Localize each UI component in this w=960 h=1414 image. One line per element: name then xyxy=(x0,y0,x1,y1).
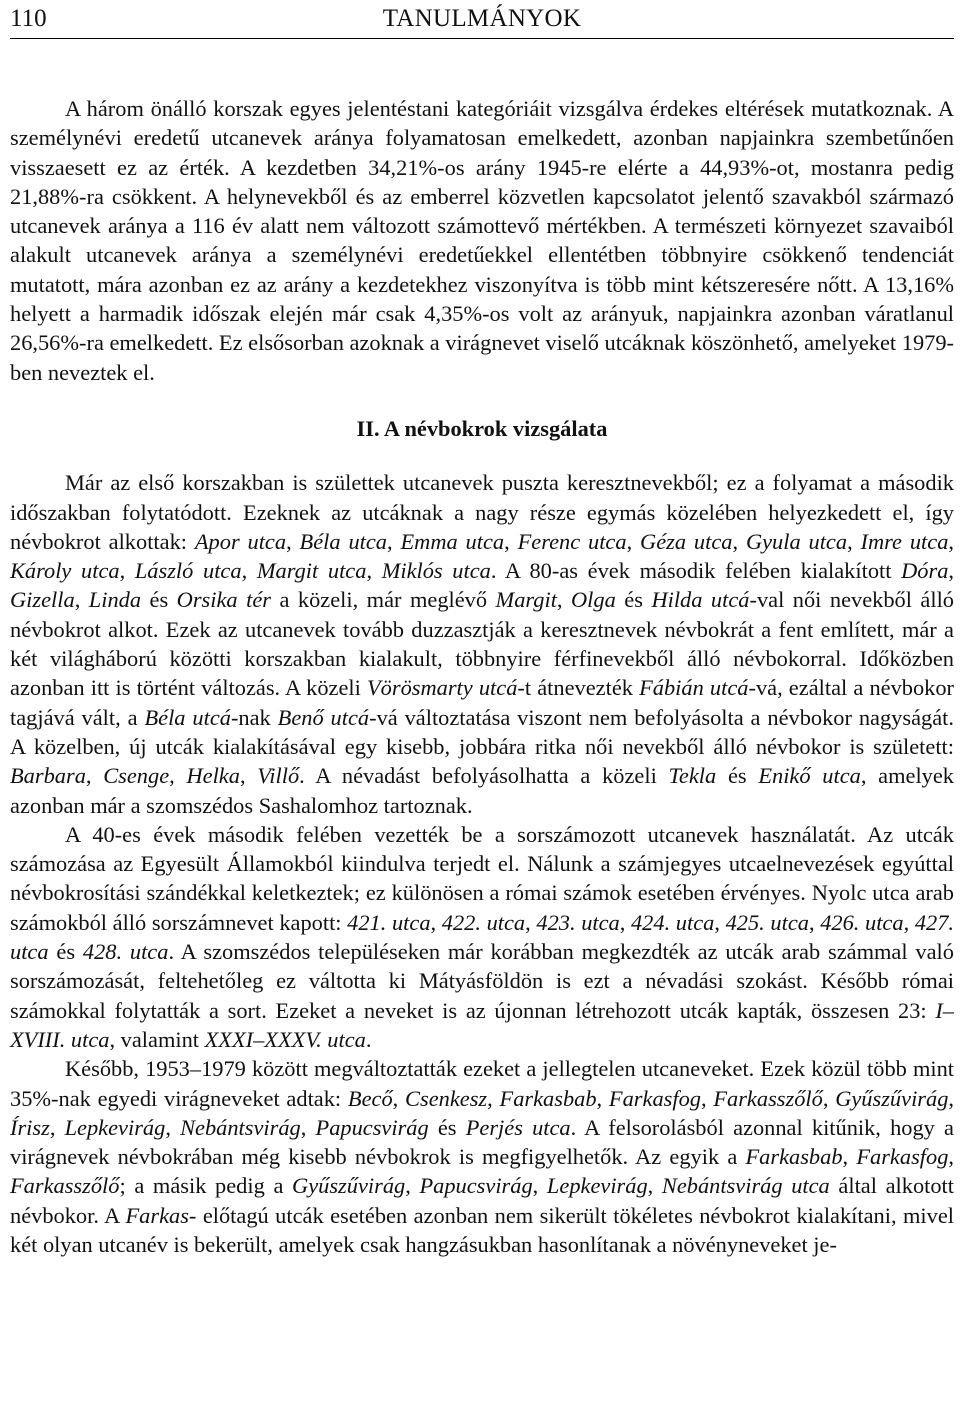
text-run: , xyxy=(903,909,915,935)
text-run: , xyxy=(392,1085,406,1111)
italic-run: Miklós utca xyxy=(381,558,491,584)
italic-run: Perjés utca xyxy=(465,1114,571,1140)
text-run: -vá, ezáltal a névbokor tagjává vált, a xyxy=(10,675,955,730)
text-run: és xyxy=(428,1114,466,1140)
text-run: , xyxy=(619,909,631,935)
italic-run: Margit xyxy=(495,587,557,613)
text-run: A 40-es évek második felében vezették be a sorszámozott utcanevek használatát. Az utcák számozása az Egyesült Államokból kiindulva terjedt el. Nálunk a számjegyes utcaelnevezések egyúttal névbokrosítási szándékkal keletkeztek; ez különösen a római számok esetében érvényes. Nyolc utca arab számokból álló sorszámnevet kapott: xyxy=(10,821,954,935)
italic-run: Becő xyxy=(347,1085,393,1111)
text-run: , xyxy=(487,1085,500,1111)
italic-run: Farkasbab xyxy=(745,1144,843,1170)
italic-run: Dóra xyxy=(901,558,949,584)
text-run: , xyxy=(74,587,89,613)
italic-run: Írisz xyxy=(10,1114,50,1140)
text-run: és xyxy=(141,587,177,613)
text-run: , xyxy=(300,1114,316,1140)
text-run: és xyxy=(716,763,759,789)
paragraph xyxy=(10,94,954,387)
italic-run: Lepkevirág xyxy=(546,1173,648,1199)
text-run: , xyxy=(286,528,300,554)
text-run: Később, 1953–1979 között megváltoztatták ezeket a jellegtelen utcaneveket. Ezek közül több mint 35%-nak egyedi virágneveket adtak: xyxy=(10,1056,954,1111)
text-run: , xyxy=(847,528,861,554)
text-run: , xyxy=(948,558,955,584)
text-run: . A szomszédos településeken már korábban megkezdték az utcák arab számmal való sorszámozását, feltehetőleg ez váltotta ki Mátyásföldön is ezt a névadási szokást. Később római számokkal folytatták a sort. Ezeket a neveket is az újonnan létrehozott utcák kapták, összesen 23: xyxy=(10,939,954,1023)
italic-run: Károly utca xyxy=(10,558,120,584)
italic-run: 424. utca xyxy=(630,909,715,935)
italic-run: Orsika tér xyxy=(176,587,271,613)
italic-run: Csenge xyxy=(103,763,170,789)
italic-run: Nebántsvirág utca xyxy=(661,1173,830,1199)
text-run: . xyxy=(365,1026,372,1052)
text-run: , xyxy=(525,909,537,935)
paragraph xyxy=(10,468,954,820)
page-number: 110 xyxy=(10,5,47,32)
text-run: , xyxy=(239,763,258,789)
text-run: Már az első korszakban is születtek utcanevek puszta keresztnevekből; ez a folyamat a második időszakban folytatódott. Ezeknek az utcáknak a nagy része egymás közelében helyezkedett el, így névbokrot alkottak: xyxy=(10,470,954,554)
text-run: , xyxy=(700,1085,714,1111)
text-run: -nak xyxy=(230,704,278,730)
italic-run: Béla utca xyxy=(299,528,387,554)
italic-run: Villő xyxy=(257,763,300,789)
text-run: , xyxy=(85,763,104,789)
text-run: , xyxy=(714,909,726,935)
italic-run: Helka xyxy=(186,763,240,789)
text-run: , xyxy=(430,909,442,935)
italic-run: Gizella xyxy=(10,587,75,613)
italic-run: Barbara xyxy=(10,763,86,789)
italic-run: Farkasszőlő xyxy=(713,1085,823,1111)
text-run: , xyxy=(808,909,821,935)
text-run: , xyxy=(241,558,257,584)
italic-run: Ferenc utca xyxy=(517,528,627,554)
italic-run: Linda xyxy=(88,587,142,613)
text-run: -val női nevekből álló névbokrot alkot. Ezek az utcanevek tovább duzzasztják a keresztnevek névbokrát a fent említett, már a két világháború közötti korszakban kialakult, többnyire férfinevekből álló névbokorral. Időközben azonban itt is történt változás. A közeli xyxy=(10,587,954,701)
section-heading: II. A névbokrok vizsgálata xyxy=(356,415,608,441)
italic-run: Gyűszűvirág xyxy=(292,1173,406,1199)
text-run: a közeli, már meglévő xyxy=(270,587,496,613)
text-run: , xyxy=(948,528,955,554)
text-run: , xyxy=(842,1144,857,1170)
italic-run: László utca xyxy=(134,558,242,584)
text-run: , xyxy=(948,1144,954,1170)
italic-run: Farkas- xyxy=(125,1202,197,1228)
italic-run: Farkasszőlő xyxy=(10,1173,120,1199)
italic-run: Farkasfog xyxy=(608,1085,701,1111)
italic-run: Béla utcá xyxy=(144,704,231,730)
paragraph xyxy=(10,1054,954,1259)
italic-run: Nebántsvirág xyxy=(180,1114,301,1140)
italic-run: 427. utca xyxy=(10,909,954,965)
italic-run: Tekla xyxy=(668,763,717,789)
running-header xyxy=(10,0,954,39)
italic-run: Vörösmarty utcá xyxy=(366,675,518,701)
text-run: és xyxy=(48,939,83,965)
italic-run: Imre utca xyxy=(860,528,949,554)
text-run: , xyxy=(626,528,641,554)
text-run: A három önálló korszak egyes jelentéstani kategóriáit vizsgálva érdekes eltérések mutatkoznak. A személynévi eredetű utcanevek aránya folyamatosan emelkedett, azonban napjainkra szembetűnően visszaesett ez az érték. A kezdetben 34,21%-os arány 1945-re elérte a 44,93%-ot, mostanra pedig 21,88%-ra csökkent. A helynevekből és az emberrel közvetlen kapcsolatot jelentő szavakból származó utcanevek aránya a 116 év alatt nem változott számottevő mértékben. A természeti környezet szavaiból alakult utcanevek aránya a személynévi eredetűekkel ellentétben többnyire csökkenő tendenciát mutatott, mára azonban ez az arány a kezdetekhez viszonyítva is több mint kétszeresére nőtt. A 13,16% helyett a harmadik időszak elején már csak 4,35%-os volt az arányuk, napjainkra azonban váratlanul 26,56%-ra emelkedett. Ez elsősorban azoknak a virágnevet viselő utcáknak köszönhető, amelyeket 1979-ben neveztek el. xyxy=(10,96,954,385)
paragraph xyxy=(10,820,954,1054)
italic-run: Fábián utcá xyxy=(639,675,749,701)
italic-run: Papucsvirág xyxy=(419,1173,533,1199)
text-run: , xyxy=(405,1173,420,1199)
text-run: , xyxy=(532,1173,547,1199)
text-run: -t átnevezték xyxy=(517,675,640,701)
text-run: , xyxy=(732,528,746,554)
text-run: , valamint xyxy=(109,1026,205,1052)
text-run: , xyxy=(49,1114,65,1140)
italic-run: Apor utca xyxy=(194,528,287,554)
italic-run: Papucsvirág xyxy=(315,1114,429,1140)
article-body xyxy=(10,94,954,1259)
italic-run: Olga xyxy=(571,587,616,613)
italic-run: I–XVIII. utca xyxy=(10,997,954,1052)
text-run: , xyxy=(948,1085,955,1111)
text-run: , xyxy=(504,528,518,554)
italic-run: Gyűszűvirág xyxy=(835,1085,949,1111)
text-run: ; a másik pedig a xyxy=(119,1173,293,1199)
italic-run: Hilda utcá xyxy=(651,587,750,613)
text-run: . A 80-as évek második felében kialakított xyxy=(490,558,902,584)
italic-run: 428. utca xyxy=(82,939,169,965)
italic-run: Gyula utca xyxy=(745,528,848,554)
text-run: . A névadást befolyásolhatta a közeli xyxy=(299,763,669,789)
italic-run: 421. utca xyxy=(347,909,431,935)
text-run: , xyxy=(119,558,135,584)
italic-run: Enikő utca xyxy=(758,763,861,789)
document-page xyxy=(10,0,954,1259)
text-run: , amelyek azonban már a szomszédos Sashalomhoz tartoznak. xyxy=(10,763,954,818)
italic-run: 425. utca xyxy=(725,909,809,935)
italic-run: 423. utca xyxy=(536,909,620,935)
italic-run: Farkasbab xyxy=(499,1085,597,1111)
italic-run: Géza utca xyxy=(640,528,733,554)
italic-run: 422. utca xyxy=(441,909,526,935)
italic-run: Csenkesz xyxy=(405,1085,488,1111)
text-run: által alkotott névbokor. A xyxy=(10,1173,954,1228)
italic-run: XXXI–XXXV. utca xyxy=(204,1026,366,1052)
section-title: TANULMÁNYOK xyxy=(382,5,582,32)
text-run: . A felsorolásból azonnal kitűnik, hogy a virágnevek névbokrában még kisebb névbokrok is megfigyelhetők. Az egyik a xyxy=(10,1114,954,1170)
italic-run: Lepkevirág xyxy=(64,1114,166,1140)
italic-run: Farkasfog xyxy=(856,1144,949,1170)
text-run: , xyxy=(387,528,401,554)
text-run: , xyxy=(165,1114,181,1140)
italic-run: Benő utcá xyxy=(277,704,370,730)
text-run: és xyxy=(615,587,652,613)
text-run: , xyxy=(596,1085,609,1111)
text-run: , xyxy=(556,587,572,613)
italic-run: Margit utca xyxy=(256,558,367,584)
text-run: -vá változtatása viszont nem befolyásolta a névbokor nagyságát. A közelben, új utcák kialakításával egy kisebb, jobbára ritka női nevekből álló névbokor is született: xyxy=(10,704,954,759)
text-run: , xyxy=(366,558,382,584)
text-run: , xyxy=(647,1173,662,1199)
text-run: , xyxy=(169,763,187,789)
italic-run: Emma utca xyxy=(400,528,505,554)
text-run: előtagú utcák esetében azonban nem sikerült tökéletes névbokrot kialakítani, mivel két olyan utcanév is bekerült, amelyek csak hangzásukban hasonlítanak a növényneveket je- xyxy=(10,1202,954,1257)
text-run: , xyxy=(822,1085,836,1111)
italic-run: 426. utca xyxy=(820,909,904,935)
